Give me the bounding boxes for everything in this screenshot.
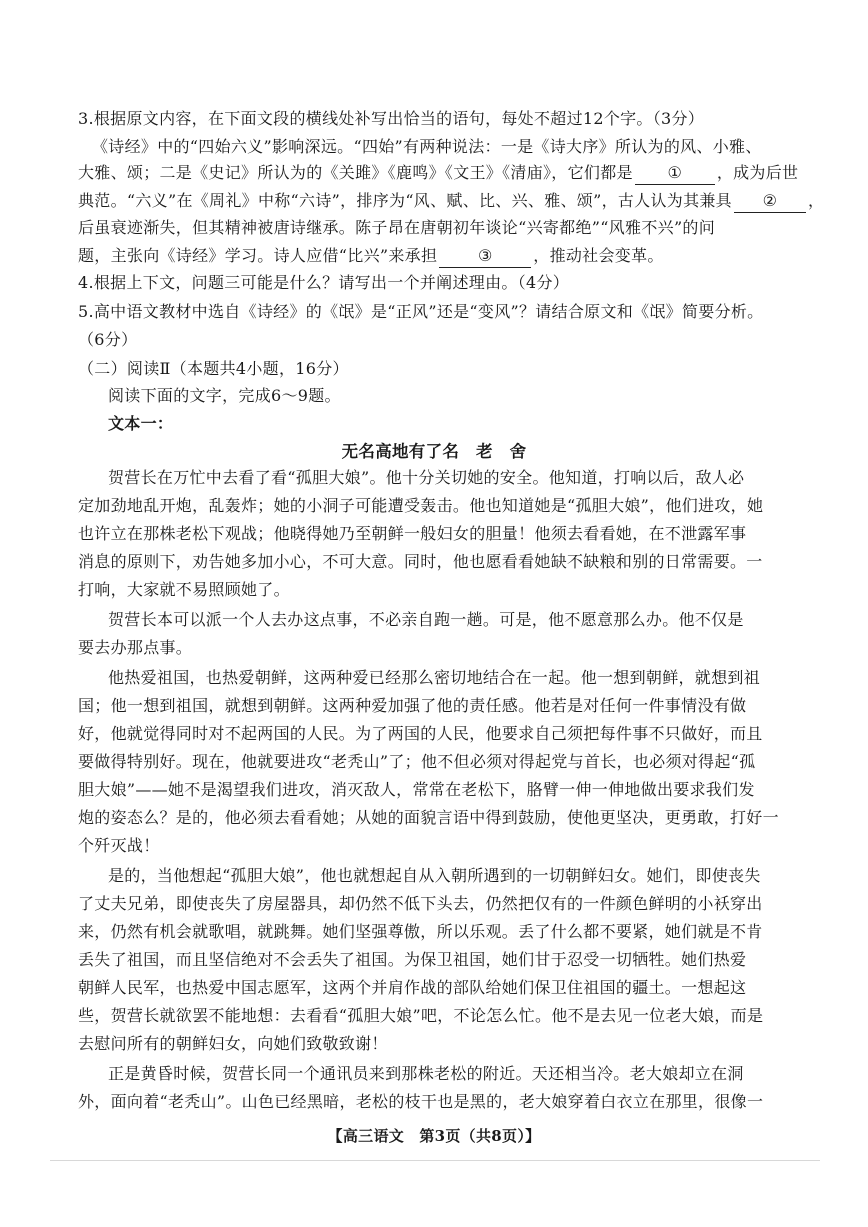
- story-line: 打响，大家就不易照顾她了。: [78, 580, 290, 599]
- story-line: 是的，当他想起“孤胆大娘”，他也就想起自从入朝所遇到的一切朝鲜妇女。她们，即使丧失: [108, 866, 761, 885]
- story-line: 炮的姿态么？是的，他必须去看看她；从她的面貌言语中得到鼓励，使他更坚决，更勇敢，打好一: [78, 808, 779, 827]
- story-line: 正是黄昏时候，贺营长同一个通讯员来到那株老松的附近。天还相当冷。老大娘却立在洞: [108, 1064, 744, 1083]
- story-line: 胆大娘”——她不是渴望我们进攻，消灭敌人，常常在老松下，胳臂一伸一伸地做出要求我们发: [78, 780, 755, 799]
- story-title: 无名高地有了名 老 舍: [341, 442, 527, 461]
- story-line: 去慰问所有的朝鲜妇女，向她们致敬致谢！: [78, 1034, 388, 1053]
- bottom-divider: [50, 1160, 820, 1161]
- question-3-prompt: 3.根据原文内容，在下面文段的横线处补写出恰当的语句，每处不超过12个字。（3分）: [78, 109, 705, 128]
- story-line: 要去办那点事。: [78, 638, 193, 657]
- story-line: 好，他就觉得同时对不起两国的人民。为了两国的人民，他要求自己须把每件事不只做好，而且: [78, 724, 763, 743]
- text-segment: ，成为后世: [716, 163, 799, 182]
- question-5-score: （6分）: [78, 330, 138, 349]
- fill-blank-1[interactable]: ①: [635, 162, 715, 185]
- story-line: 朝鲜人民军，也热爱中国志愿军，这两个并肩作战的部队给她们保卫住祖国的疆土。一想起这: [78, 978, 747, 997]
- fill-blank-2[interactable]: ②: [734, 190, 806, 213]
- question-3-text-line: [78, 245, 664, 268]
- story-line: 贺营长本可以派一个人去办这点事，不必亲自跑一趟。可是，他不愿意那么办。他不仅是: [108, 610, 744, 629]
- text-segment: 大雅、颂；二是《史记》所认为的《关雎》《鹿鸣》《文王》《清庙》，它们都是: [78, 163, 633, 182]
- story-line: 了丈夫兄弟，即使丧失了房屋器具，却仍然不低下头去，仍然把仅有的一件颜色鲜明的小袄穿出: [78, 894, 763, 913]
- text-segment: ，: [807, 191, 825, 210]
- story-line: 定加劲地乱开炮，乱轰炸；她的小洞子可能遭受轰击。他也知道她是“孤胆大娘”，他们进攻，她: [78, 496, 764, 515]
- story-line: 外，面向着“老秃山”。山色已经黑暗，老松的枝干也是黑的，老大娘穿着白衣立在那里，很像一: [78, 1092, 764, 1111]
- text-one-label: 文本一：: [108, 414, 174, 433]
- story-line: 个歼灭战！: [78, 836, 160, 855]
- question-3-text-line: 后虽衰迹渐失，但其精神被唐诗继承。陈子昂在唐朝初年谈论“兴寄都绝”“风雅不兴”的问: [78, 218, 716, 237]
- story-line: 来，仍然有机会就歌唱，就跳舞。她们坚强尊傲，所以乐观。丢了什么都不要紧，她们就是不肯: [78, 922, 763, 941]
- fill-blank-3[interactable]: ③: [439, 245, 531, 268]
- question-3-text-line: [78, 162, 798, 185]
- story-line: 也许立在那株老松下观战；他晓得她乃至朝鲜一般妇女的胆量！他须去看看她，在不泄露军事: [78, 524, 747, 543]
- question-3-text-line: [78, 190, 824, 213]
- question-5-prompt: 5.高中语文教材中选自《诗经》的《氓》是“正风”还是“变风”？请结合原文和《氓》简要分析。: [78, 302, 764, 321]
- section-2-header: （二）阅读Ⅱ（本题共4小题，16分）: [78, 359, 349, 378]
- story-line: 贺营长在万忙中去看了看“孤胆大娘”。他十分关切她的安全。他知道，打响以后，敌人必: [108, 468, 745, 487]
- section-2-instruction: 阅读下面的文字，完成6～9题。: [108, 386, 341, 405]
- story-line: 国；他一想到祖国，就想到朝鲜。这两种爱加强了他的责任感。他若是对任何一件事情没有做: [78, 696, 747, 715]
- story-line: 丢失了祖国，而且坚信绝对不会丢失了祖国。为保卫祖国，她们甘于忍受一切牺牲。她们热爱: [78, 950, 747, 969]
- story-line: 要做得特别好。现在，他就要进攻“老秃山”了；他不但必须对得起党与首长，也必须对得起“孤: [78, 752, 756, 771]
- text-segment: 题，主张向《诗经》学习。诗人应借“比兴”来承担: [78, 246, 438, 265]
- story-line: 他热爱祖国，也热爱朝鲜，这两种爱已经那么密切地结合在一起。他一想到朝鲜，就想到祖: [108, 668, 761, 687]
- text-segment: 典范。“六义”在《周礼》中称“六诗”，排序为“风、赋、比、兴、雅、颂”，古人认为其兼具: [78, 191, 732, 210]
- text-segment: ，推动社会变革。: [533, 246, 664, 265]
- page-footer: 【高三语文 第3页（共8页）】: [327, 1127, 541, 1145]
- question-4-prompt: 4.根据上下文，问题三可能是什么？请写出一个并阐述理由。（4分）: [78, 273, 570, 292]
- story-line: 消息的原则下，劝告她多加小心，不可大意。同时，他也愿看看她缺不缺粮和别的日常需要。一: [78, 552, 763, 571]
- question-3-text-line: 《诗经》中的“四始六义”影响深远。“四始”有两种说法：一是《诗大序》所认为的风、小雅、: [92, 137, 762, 156]
- story-line: 些，贺营长就欲罢不能地想：去看看“孤胆大娘”吧，不论怎么忙。他不是去见一位老大娘，而是: [78, 1006, 764, 1025]
